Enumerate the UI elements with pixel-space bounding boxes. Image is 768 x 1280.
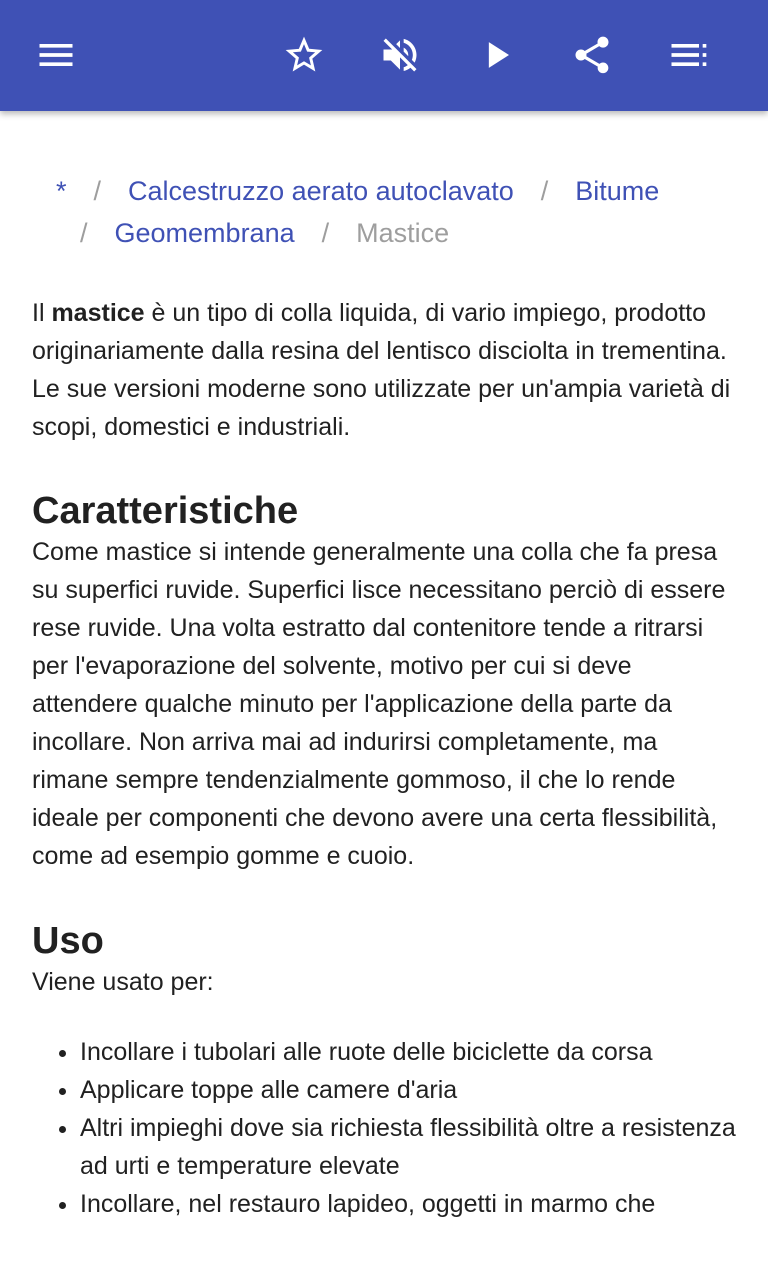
breadcrumb-row-2 (56, 212, 736, 254)
share-button[interactable] (560, 23, 624, 87)
breadcrumb-row-1 (56, 170, 736, 212)
play-button[interactable] (466, 23, 530, 87)
intro-prefix: Il (32, 299, 52, 327)
breadcrumb-item-geomembrana[interactable]: Geomembrana (114, 218, 295, 248)
favorite-button[interactable] (272, 23, 336, 87)
uso-list (32, 1033, 736, 1223)
breadcrumb-separator: / (80, 218, 88, 248)
playlist-icon (666, 33, 710, 77)
list-item: • Altri impieghi dove sia richiesta flessibilità oltre a resistenza ad urti e temperature elevate (80, 1109, 736, 1185)
breadcrumb-item-root[interactable]: * (56, 176, 67, 206)
section-text-caratteristiche: Come mastice si intende generalmente una colla che fa presa su superfici ruvide. Superfici lisce necessitano perciò di essere rese ruvide. Una volta estratto dal contenitore tende a ritrarsi per l'evaporazione del solvente, motivo per cui si deve attendere qualche minuto per l'applicazione della parte da incollare. Non arriva mai ad indurirsi completamente, ma rimane sempre tendenzialmente gommoso, il che lo rende ideale per componenti che devono avere una certa flessibilità, come ad esempio gomme e cuoio. (32, 538, 726, 870)
breadcrumb-separator: / (540, 176, 549, 206)
section-heading-caratteristiche: Caratteristiche (32, 490, 299, 532)
breadcrumb (32, 170, 736, 254)
menu-button[interactable] (24, 23, 88, 87)
volume-off-icon (378, 33, 422, 77)
article-content (32, 170, 736, 1223)
list-item: • Incollare i tubolari alle ruote delle biciclette da corsa (80, 1033, 736, 1071)
breadcrumb-separator: / (321, 218, 330, 248)
app-toolbar (0, 0, 768, 111)
intro-rest: è un tipo di colla liquida, di vario impiego, prodotto originariamente dalla resina del lentisco disciolta in trementina. Le sue versioni moderne sono utilizzate per un'ampia varietà di scopi, domestici e industriali. (32, 299, 731, 441)
list-item: • Applicare toppe alle camere d'aria (80, 1071, 736, 1109)
breadcrumb-current: Mastice (356, 218, 450, 248)
section-heading-uso: Uso (32, 920, 104, 962)
breadcrumb-item-bitume[interactable]: Bitume (575, 176, 660, 206)
star-outline-icon (282, 33, 326, 77)
section-text-uso: Viene usato per: (32, 968, 214, 996)
intro-bold-term: mastice (51, 299, 145, 327)
menu-icon (34, 33, 78, 77)
list-item: • Incollare, nel restauro lapideo, oggetti in marmo che (80, 1185, 736, 1223)
play-icon (476, 33, 520, 77)
breadcrumb-item-calcestruzzo[interactable]: Calcestruzzo aerato autoclavato (128, 176, 514, 206)
playlist-button[interactable] (656, 23, 720, 87)
mute-button[interactable] (368, 23, 432, 87)
share-icon (570, 33, 614, 77)
breadcrumb-separator: / (93, 176, 102, 206)
intro-paragraph (32, 294, 736, 446)
